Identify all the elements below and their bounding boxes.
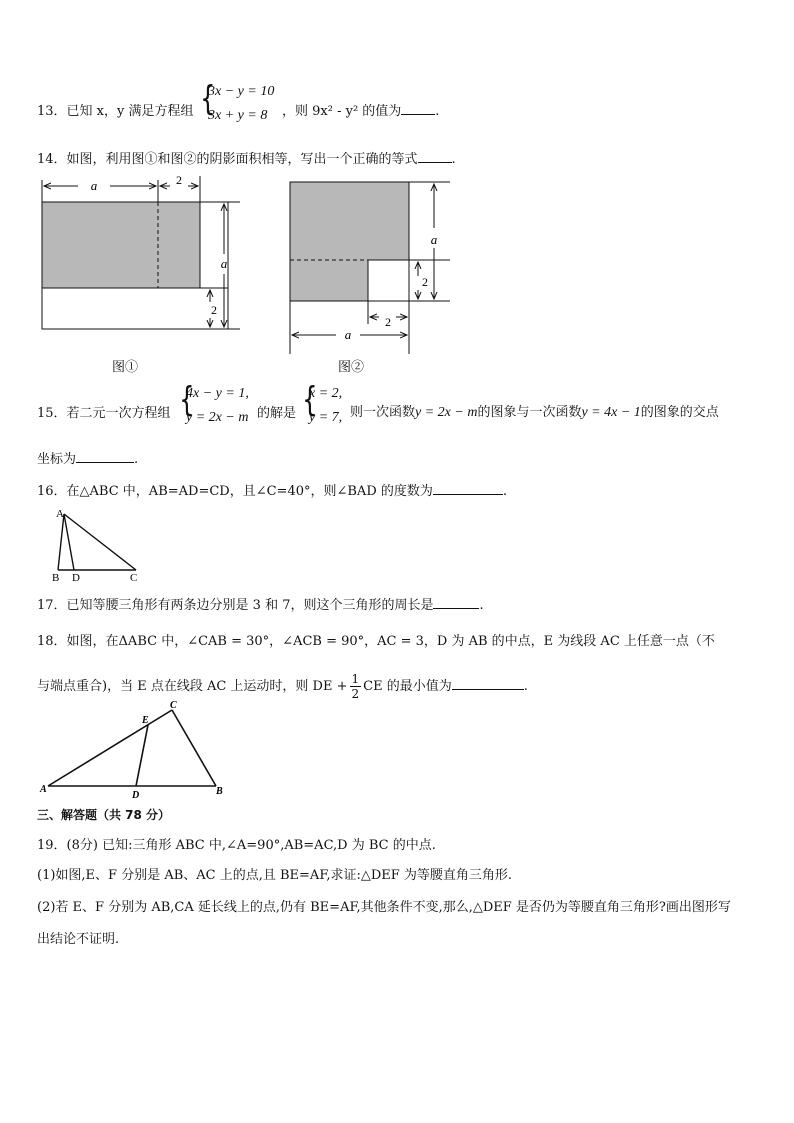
q17-text: 17．已知等腰三角形有两条边分别是 3 和 7，则这个三角形的周长是 (37, 598, 434, 613)
q13-end: . (435, 104, 440, 119)
q14-line (37, 148, 456, 167)
q16-answer-blank[interactable] (433, 482, 503, 495)
q15-text1: 则一次函数 (350, 405, 416, 420)
q13-prefix: 13．已知 x，y 满足方程组 (37, 104, 194, 119)
q15-sol1: x = 2, (309, 386, 343, 401)
q15-func1: y = 2x − m (415, 405, 478, 420)
q14-end: . (451, 152, 456, 167)
q13-brace: { (200, 79, 216, 119)
q15-prefix: 15．若二元一次方程组 (37, 406, 171, 421)
q16-triangle-figure (48, 504, 148, 584)
q18-line2-a: 与端点重合)，当 E 点在线段 AC 上运动时，则 DE + (37, 679, 348, 694)
q15-answer-blank[interactable] (76, 450, 134, 463)
fig1-label-2-right: 2 (211, 303, 217, 317)
q16-label-A: A (56, 508, 64, 520)
fig2-label-a-right: a (430, 232, 438, 247)
q15-func2: y = 4x − 1 (581, 405, 641, 420)
q16-end: . (502, 484, 508, 499)
q19-line1: 19．(8分) 已知:三角形 ABC 中,∠A=90°,AB=AC,D 为 BC 的中点. (37, 838, 436, 853)
fig1-label-a-right: a (220, 256, 228, 271)
q18-fraction (350, 672, 362, 701)
q15-text2: 的图象与一次函数 (477, 405, 582, 420)
fig1-label-2-top: 2 (176, 173, 182, 187)
q17-end: . (479, 598, 484, 613)
q14-figure-2 (282, 172, 482, 362)
q18-frac-num: 1 (351, 672, 360, 686)
q18-label-B: B (216, 786, 223, 797)
q17-answer-blank[interactable] (433, 596, 479, 609)
q19-part1: (1)如图,E、F 分别是 AB、AC 上的点,且 BE=AF,求证:△DEF 为等腰直角三角形. (37, 868, 513, 883)
fig1-label-a-top: a (90, 178, 98, 193)
q15-end: . (134, 452, 139, 467)
fig1-shaded-rect (42, 202, 200, 288)
q15-text3: 的图象的交点 (640, 405, 719, 420)
q18-label-C: C (170, 700, 177, 711)
q14-figure-1 (30, 172, 250, 372)
q16-label-B: B (52, 572, 60, 584)
q15-mid: 的解是 (257, 406, 297, 421)
q15-line2-text: 坐标为 (37, 452, 77, 467)
q13-suffix-line (282, 100, 439, 119)
q18-triangle-figure (38, 700, 238, 800)
fig2-square (368, 260, 409, 301)
q15-eq1: 4x − y = 1, (186, 386, 249, 401)
q16-line (37, 480, 507, 499)
q16-label-C: C (130, 572, 138, 584)
q13-eq1: 3x − y = 10 (208, 84, 275, 99)
q15-sol2: y = 7, (309, 410, 343, 425)
q13-answer-blank[interactable] (401, 102, 435, 115)
q16-text: 16．在△ABC 中，AB=AD=CD，且∠C=40°，则∠BAD 的度数为 (37, 484, 433, 499)
fig2-label-2-right: 2 (422, 275, 428, 289)
q18-label-E: E (142, 715, 149, 726)
q13-line (37, 100, 193, 119)
q13-eq2: 3x + y = 8 (208, 108, 268, 123)
q18-label-A: A (40, 784, 47, 795)
fig2-caption: 图② (338, 360, 365, 375)
q14-answer-blank[interactable] (418, 150, 452, 163)
q18-line2 (37, 672, 528, 701)
section3-title: 三、解答题（共 78 分） (37, 808, 171, 822)
q15-eq2: y = 2x − m (186, 410, 249, 425)
q16-label-D: D (72, 572, 80, 584)
q18-end: . (523, 679, 528, 694)
q15-brace-1: { (179, 380, 195, 420)
fig1-caption: 图① (112, 360, 139, 375)
q14-text: 14．如图，利用图①和图②的阴影面积相等，写出一个正确的等式 (37, 152, 418, 167)
fig2-label-a-bottom: a (344, 327, 352, 342)
q18-line1: 18．如图，在ΔABC 中，∠CAB = 30°，∠ACB = 90°，AC = 3，D 为 AB 的中点，E 为线段 AC 上任意一点（不 (37, 634, 715, 649)
q18-line2-b: CE 的最小值为 (363, 679, 452, 694)
q15-line2 (37, 448, 138, 467)
q15-rest (350, 401, 719, 421)
q17-line (37, 594, 484, 613)
q19-part2-b: 出结论不证明. (37, 932, 120, 947)
q18-label-D: D (132, 790, 140, 800)
q19-part2-a: (2)若 E、F 分别为 AB,CA 延长线上的点,仍有 BE=AF,其他条件不变,那么,△DEF 是否仍为等腰直角三角形?画出图形写 (37, 900, 731, 915)
q18-frac-den: 2 (351, 687, 360, 701)
q13-suffix: ，则 9x² - y² 的值为 (282, 104, 402, 119)
q15-brace-2: { (302, 380, 318, 420)
fig2-label-2-bottom: 2 (385, 315, 391, 329)
q18-answer-blank[interactable] (452, 677, 524, 690)
